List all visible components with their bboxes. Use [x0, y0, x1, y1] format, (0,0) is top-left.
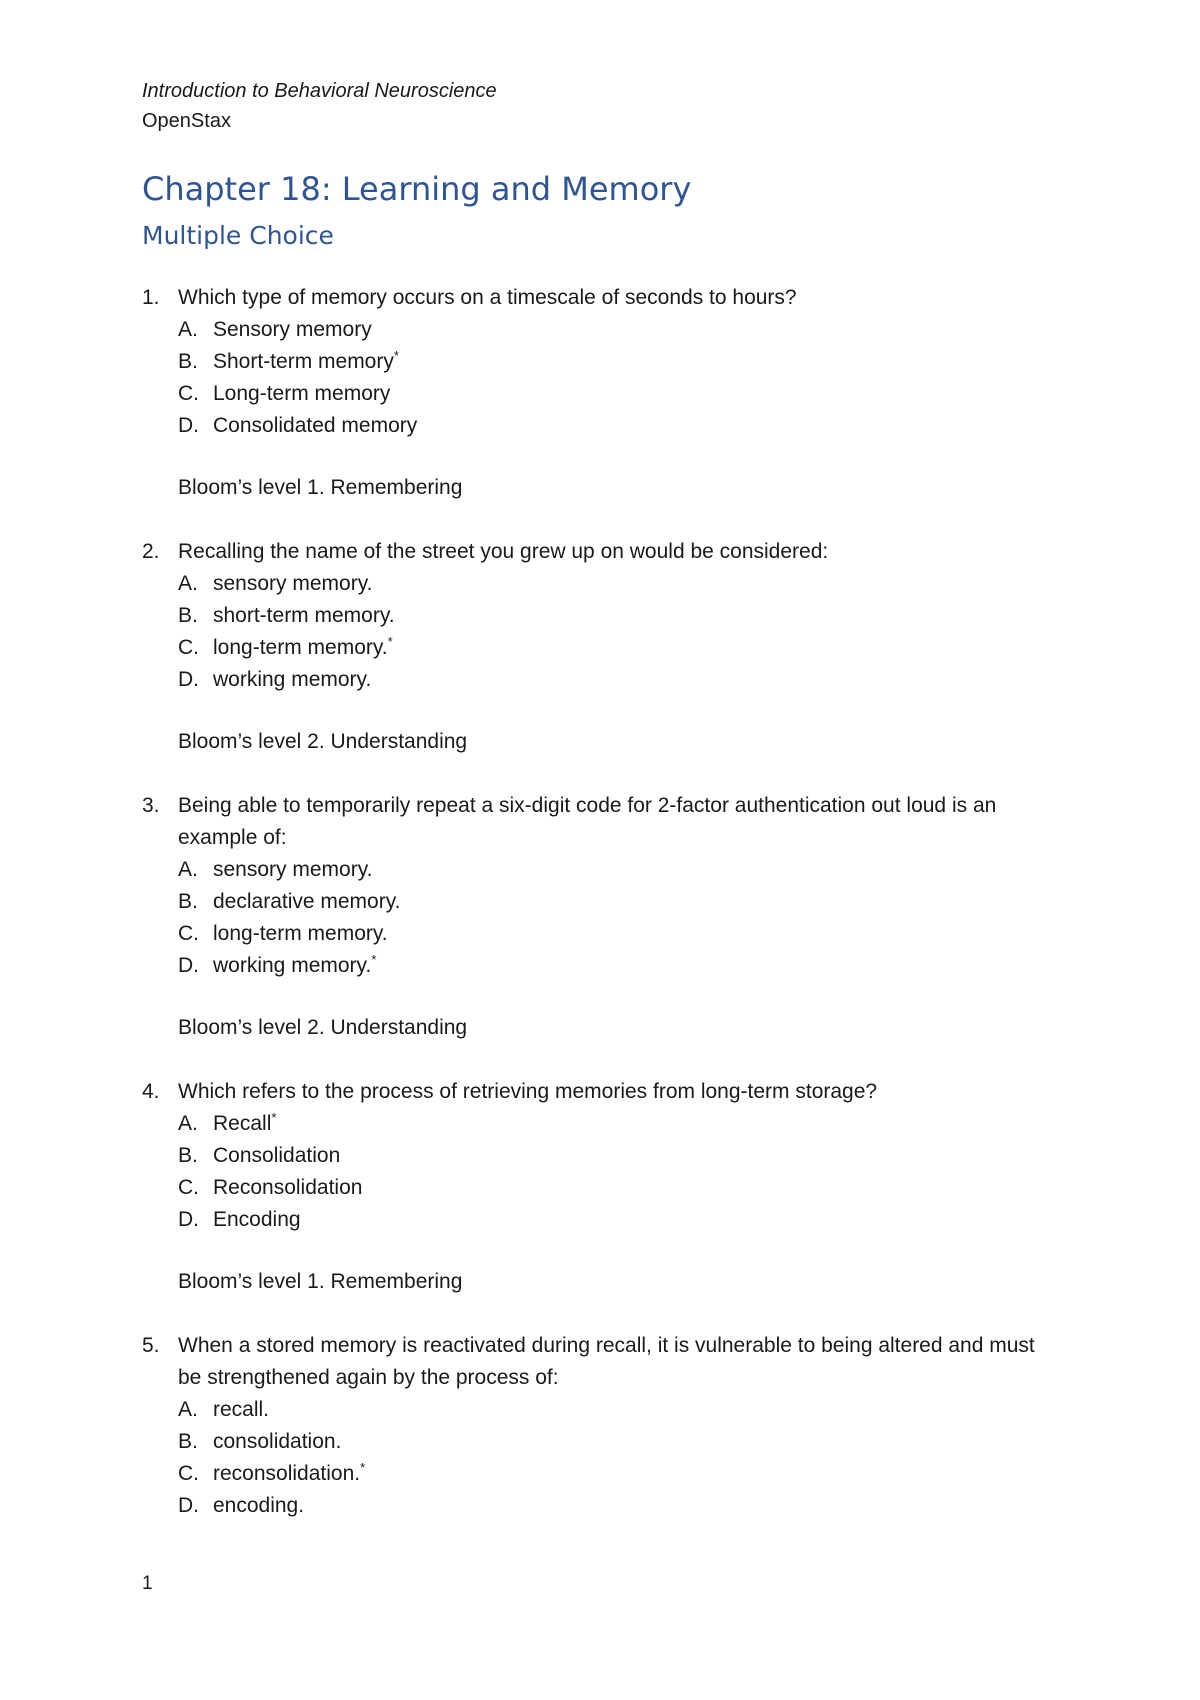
option-text	[213, 600, 395, 632]
answer-option	[178, 950, 1062, 982]
option-label: Encoding	[213, 1208, 301, 1231]
option-label: sensory memory.	[213, 572, 373, 595]
correct-answer-mark: *	[393, 348, 399, 363]
option-text	[213, 886, 401, 918]
option-list	[142, 1108, 1062, 1236]
chapter-title: Chapter 18: Learning and Memory	[142, 170, 692, 208]
blooms-level: Bloom’s level 2. Understanding	[178, 730, 468, 753]
option-label: sensory memory.	[213, 858, 373, 881]
option-text	[213, 410, 417, 442]
option-text	[213, 314, 372, 346]
answer-option	[178, 664, 1062, 696]
question-text: Being able to temporarily repeat a six-digit code for 2-factor authentication out loud is an example of:	[178, 794, 997, 849]
answer-option	[178, 1108, 1062, 1140]
option-letter: C.	[178, 382, 199, 405]
question-item	[142, 790, 1062, 1044]
answer-option	[178, 1172, 1062, 1204]
option-letter: B.	[178, 890, 198, 913]
question-row	[142, 282, 1062, 314]
option-letter: C.	[178, 922, 199, 945]
answer-option	[178, 1204, 1062, 1236]
question-item	[142, 536, 1062, 758]
option-letter: B.	[178, 350, 198, 373]
question-row	[142, 790, 1062, 854]
option-letter: A.	[178, 572, 198, 595]
option-label: Consolidated memory	[213, 414, 418, 437]
option-label: long-term memory.	[213, 922, 388, 945]
option-label: Short-term memory	[213, 350, 394, 373]
section-title: Multiple Choice	[142, 221, 334, 250]
option-text	[213, 1204, 301, 1236]
question-list	[142, 282, 1062, 1522]
correct-answer-mark: *	[371, 952, 377, 967]
answer-option	[178, 314, 1062, 346]
question-number: 4.	[142, 1080, 160, 1103]
option-label: encoding.	[213, 1494, 305, 1517]
answer-option	[178, 1458, 1062, 1490]
question-text: Which type of memory occurs on a timescale of seconds to hours?	[178, 286, 797, 309]
option-text	[213, 1458, 365, 1490]
option-letter: C.	[178, 1462, 199, 1485]
correct-answer-mark: *	[360, 1460, 366, 1475]
option-label: declarative memory.	[213, 890, 401, 913]
answer-option	[178, 410, 1062, 442]
correct-answer-mark: *	[387, 634, 393, 649]
option-letter: D.	[178, 954, 199, 977]
option-label: consolidation.	[213, 1430, 342, 1453]
answer-option	[178, 1394, 1062, 1426]
question-number: 2.	[142, 540, 160, 563]
answer-option	[178, 854, 1062, 886]
option-text	[213, 854, 372, 886]
option-text	[213, 1172, 362, 1204]
option-label: Sensory memory	[213, 318, 372, 341]
answer-option	[178, 1426, 1062, 1458]
question-item	[142, 1076, 1062, 1298]
option-list	[142, 568, 1062, 696]
document-page	[142, 76, 1062, 1554]
option-label: working memory.	[213, 954, 372, 977]
option-letter: A.	[178, 1112, 198, 1135]
option-text	[213, 1490, 304, 1522]
option-list	[142, 854, 1062, 982]
correct-answer-mark: *	[271, 1110, 277, 1125]
answer-option	[178, 378, 1062, 410]
option-label: Long-term memory	[213, 382, 391, 405]
option-text	[213, 568, 372, 600]
option-text	[213, 950, 376, 982]
blooms-level: Bloom’s level 2. Understanding	[178, 1016, 468, 1039]
option-letter: D.	[178, 1208, 199, 1231]
question-row	[142, 1076, 1062, 1108]
option-text	[213, 1108, 276, 1140]
option-text	[213, 1394, 269, 1426]
question-number: 3.	[142, 794, 160, 817]
option-text	[213, 664, 371, 696]
question-row	[142, 536, 1062, 568]
option-text	[213, 346, 399, 378]
answer-option	[178, 918, 1062, 950]
answer-option	[178, 1490, 1062, 1522]
answer-option	[178, 632, 1062, 664]
option-letter: D.	[178, 1494, 199, 1517]
option-label: recall.	[213, 1398, 270, 1421]
question-row	[142, 1330, 1062, 1394]
option-list	[142, 1394, 1062, 1522]
option-letter: B.	[178, 1430, 198, 1453]
option-text	[213, 1426, 341, 1458]
question-item	[142, 1330, 1062, 1522]
option-letter: A.	[178, 318, 198, 341]
publisher: OpenStax	[142, 110, 231, 132]
option-label: Recall	[213, 1112, 272, 1135]
question-item	[142, 282, 1062, 504]
answer-option	[178, 1140, 1062, 1172]
blooms-level: Bloom’s level 1. Remembering	[178, 1270, 463, 1293]
option-label: long-term memory.	[213, 636, 388, 659]
option-letter: A.	[178, 1398, 198, 1421]
question-number: 5.	[142, 1334, 160, 1357]
page-number: 1	[142, 1573, 153, 1594]
option-letter: B.	[178, 604, 198, 627]
option-text	[213, 1140, 340, 1172]
question-text: When a stored memory is reactivated during recall, it is vulnerable to being altered and must be strengthened again by the process of:	[178, 1334, 1035, 1389]
answer-option	[178, 568, 1062, 600]
option-label: short-term memory.	[213, 604, 395, 627]
option-letter: B.	[178, 1144, 198, 1167]
option-text	[213, 918, 388, 950]
option-letter: D.	[178, 668, 199, 691]
option-letter: D.	[178, 414, 199, 437]
option-label: reconsolidation.	[213, 1462, 361, 1485]
option-label: working memory.	[213, 668, 372, 691]
option-text	[213, 378, 390, 410]
option-letter: C.	[178, 636, 199, 659]
option-label: Reconsolidation	[213, 1176, 363, 1199]
question-text: Recalling the name of the street you grew up on would be considered:	[178, 540, 829, 563]
answer-option	[178, 886, 1062, 918]
option-label: Consolidation	[213, 1144, 341, 1167]
answer-option	[178, 600, 1062, 632]
option-letter: A.	[178, 858, 198, 881]
blooms-level: Bloom’s level 1. Remembering	[178, 476, 463, 499]
book-title: Introduction to Behavioral Neuroscience	[142, 80, 497, 102]
answer-option	[178, 346, 1062, 378]
question-number: 1.	[142, 286, 160, 309]
question-text: Which refers to the process of retrieving memories from long-term storage?	[178, 1080, 878, 1103]
option-text	[213, 632, 393, 664]
option-letter: C.	[178, 1176, 199, 1199]
option-list	[142, 314, 1062, 442]
